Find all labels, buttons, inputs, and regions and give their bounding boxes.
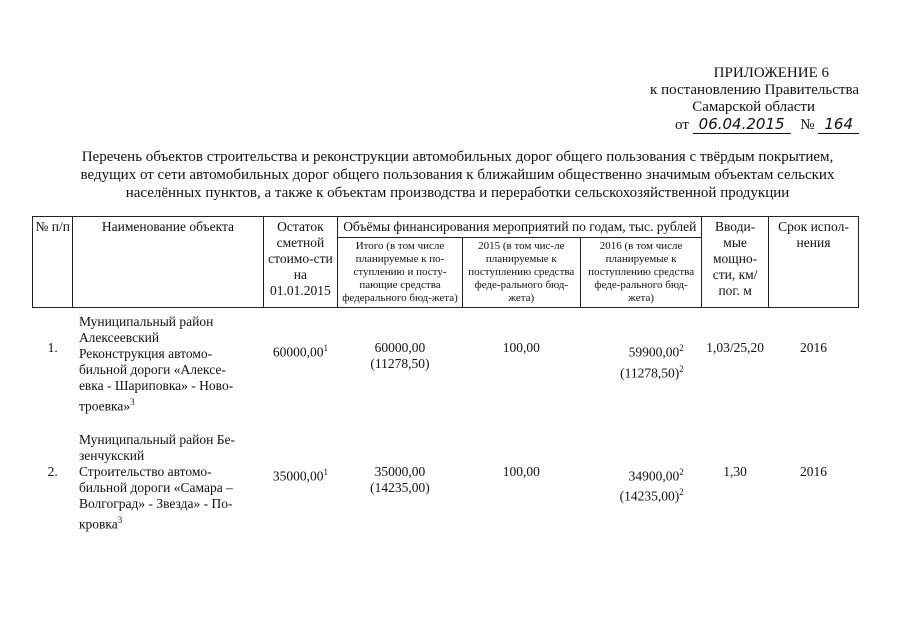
row-remainder: 35000,00$^1$ bbox=[272, 466, 328, 483]
appendix-ref: к постановлению Правительства bbox=[650, 82, 859, 98]
row-2016: 59900,00$^2$ $(11278,50)^2$ bbox=[620, 343, 684, 380]
row-name: Муниципальный район Бе- зенчукский Строительство автомо- бильной дороги «Самара – Волгоград» - Звезда» - По- кровка$^3$ bbox=[78, 431, 235, 531]
row-total: 60000,00 (11278,50) bbox=[370, 340, 430, 371]
header-row bbox=[33, 217, 859, 238]
appendix-header bbox=[599, 65, 859, 134]
header-name: Наименование объекта bbox=[73, 217, 263, 308]
date-prefix: от bbox=[675, 117, 689, 133]
row-remainder: 60000,00$^1$ bbox=[272, 343, 328, 360]
title-line-1: Перечень объектов строительства и реконструкции автомобильных дорог общего пользования с твёрдым покрытием, bbox=[81, 149, 834, 165]
header-funding-2016: 2016 (в том числе планируемые к поступлению средства феде-рального бюд-жета) bbox=[580, 238, 701, 308]
number-value: 164 bbox=[818, 115, 859, 134]
row-name: Муниципальный район Алексеевский Реконструкция автомо- бильной дороги «Алексе- евка - Шариповка» - Ново- троевка»$^3$ bbox=[78, 314, 234, 414]
row-total: 35000,00 (14235,00) bbox=[370, 463, 430, 495]
row-capacity: 1,03/25,20 bbox=[706, 340, 764, 355]
header-funding-total: Итого (в том числе планируемые к по-ступлению и посту-пающие средства федерального бюд-жета) bbox=[338, 238, 462, 308]
row-num: 2. bbox=[47, 463, 58, 479]
row-2015: 100,00 bbox=[502, 463, 540, 479]
header-capacity: Вводи-мые мощно-сти, км/пог. м bbox=[702, 217, 769, 308]
date-value: 06.04.2015 bbox=[693, 115, 791, 134]
title-line-2: ведущих от сети автомобильных дорог общего пользования к ближайшим общественно значимым объектам сельских bbox=[80, 167, 835, 183]
row-num: 1. bbox=[47, 340, 58, 355]
header-funding: Объёмы финансирования мероприятий по годам, тыс. рублей bbox=[338, 217, 702, 238]
row-term: 2016 bbox=[799, 463, 827, 479]
document-title bbox=[50, 148, 865, 202]
name-footnote: 3 bbox=[130, 397, 135, 407]
number-sign: № bbox=[800, 117, 815, 133]
header-term: Срок испол-нения bbox=[768, 217, 858, 308]
appendix-title: ПРИЛОЖЕНИЕ 6 bbox=[713, 65, 829, 81]
name-footnote: 3 bbox=[117, 514, 123, 525]
row-capacity: 1,30 bbox=[723, 463, 747, 479]
row-term: 2016 bbox=[799, 340, 827, 355]
header-remainder: Остаток сметной стоимо-сти на 01.01.2015 bbox=[263, 217, 338, 308]
header-funding-2015: 2015 (в том чис-ле планируемые к поступлению средства феде-рального бюд-жета) bbox=[462, 238, 580, 308]
appendix-date-line bbox=[599, 116, 859, 134]
title-line-3: населённых пунктов, а также к объектам производства и переработки сельскохозяйственной продукции bbox=[125, 185, 790, 201]
table-row bbox=[33, 426, 859, 536]
appendix-region: Самарской области bbox=[692, 99, 815, 115]
row-2015: 100,00 bbox=[502, 340, 540, 355]
row-2016: 34900,00$^2$ $(14235,00)^2$ bbox=[619, 466, 684, 504]
header-num: № п/п bbox=[33, 217, 73, 308]
table-row bbox=[33, 308, 859, 426]
objects-table bbox=[32, 216, 859, 536]
